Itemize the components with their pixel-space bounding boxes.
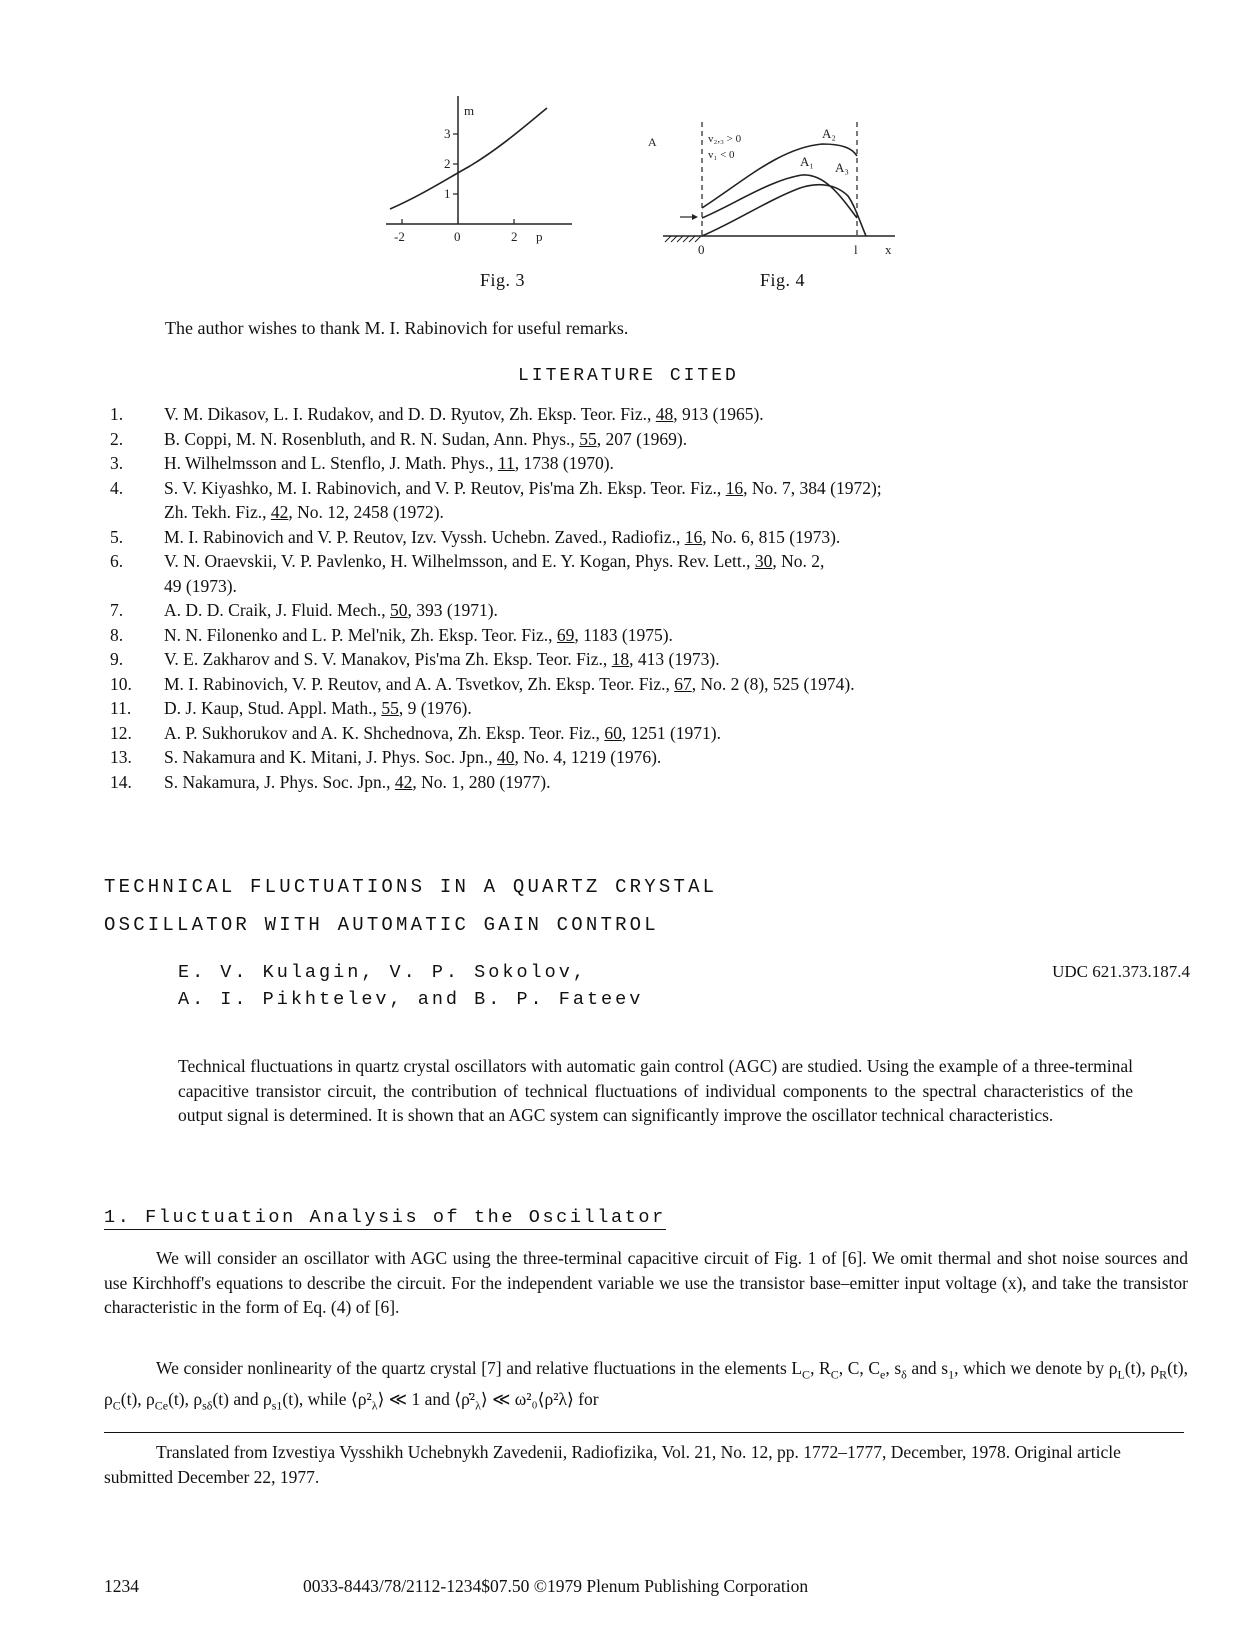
svg-text:2: 2: [444, 156, 451, 171]
footnote-divider: [104, 1432, 1184, 1433]
reference-list: [110, 402, 1190, 794]
article-title-line-2: OSCILLATOR WITH AUTOMATIC GAIN CONTROL: [104, 914, 659, 936]
svg-text:p: p: [536, 229, 543, 244]
reference-item: 6. V. N. Oraevskii, V. P. Pavlenko, H. Wilhelmsson, and E. Y. Kogan, Phys. Rev. Lett., 30, No. 2,: [110, 551, 825, 571]
paragraph-2: We consider nonlinearity of the quartz crystal [7] and relative fluctuations in the elements $L_C$, $R_C$, C, $C_e$, $s_\delta$ and $s_1$, which we denote by $\rho_L(t)$, $\rho_R(t)$, $\rho_C(t)$, $\rho_{Ce}(t)$, $\rho_{s\delta}(t)$ and $\rho_{s1}(t)$, while $⟨\rho^2_\lambda⟩$ ≪ 1 and $⟨\rhȯ^2_\lambda⟩$ ≪ ω²₀⟨ρ²λ⟩ for: [104, 1358, 1189, 1413]
article-title-line-1: TECHNICAL FLUCTUATIONS IN A QUARTZ CRYSTAL: [104, 876, 718, 898]
udc-code: UDC 621.373.187.4: [1052, 962, 1190, 981]
svg-text:3: 3: [444, 126, 451, 141]
svg-text:2: 2: [511, 229, 518, 244]
svg-text:x: x: [885, 242, 892, 257]
figure-3: [380, 88, 580, 258]
translation-note: Translated from Izvestiya Vysshikh Uchebnykh Zavedenii, Radiofizika, Vol. 21, No. 12, pp. 1772–1777, December, 1978. Original article submitted December 22, 1977.: [104, 1442, 1121, 1487]
figure-3-caption: Fig. 3: [480, 270, 526, 290]
reference-item: 12. A. P. Sukhorukov and A. K. Shchednova, Zh. Eksp. Teor. Fiz., 60, 1251 (1971).: [110, 722, 721, 743]
copyright-line: 0033-8443/78/2112-1234$07.50 ©1979 Plenum Publishing Corporation: [303, 1576, 809, 1596]
reference-item: 10. M. I. Rabinovich, V. P. Reutov, and A. A. Tsvetkov, Zh. Eksp. Teor. Fiz., 67, No. 2 (8), 525 (1974).: [110, 673, 855, 694]
section-1-heading: 1. Fluctuation Analysis of the Oscillator: [104, 1207, 666, 1228]
reference-item: 13. S. Nakamura and K. Mitani, J. Phys. Soc. Jpn., 40, No. 4, 1219 (1976).: [110, 747, 662, 767]
fig4-curve-a3: A₃: [835, 160, 849, 175]
reference-item: 1. V. M. Dikasov, L. I. Rudakov, and D. D. Ryutov, Zh. Eksp. Teor. Fiz., 48, 913 (1965).: [110, 404, 764, 424]
reference-item: 5. M. I. Rabinovich and V. P. Reutov, Izv. Vyssh. Uchebn. Zaved., Radiofiz., 16, No. 6, 815 (1973).: [110, 526, 841, 547]
abstract: Technical fluctuations in quartz crystal oscillators with automatic gain control (AGC) are studied. Using the example of a three-terminal capacitive transistor circuit, the contribution of technical fluctuations of individual components to the spectral characteristics of the output signal is determined. It is shown that an AGC system can significantly improve the oscillator technical characteristics.: [178, 1056, 1133, 1125]
literature-heading: LITERATURE CITED: [518, 366, 739, 386]
fig4-axis-label: A: [648, 135, 657, 149]
reference-item: 14. S. Nakamura, J. Phys. Soc. Jpn., 42, No. 1, 280 (1977).: [110, 771, 551, 792]
fig4-curve-a2: A₂: [822, 126, 836, 141]
figure-4: [648, 118, 910, 263]
fig4-legend-2: v₁ < 0: [708, 149, 735, 161]
fig4-legend-1: v₂,₃ > 0: [708, 133, 742, 145]
reference-item: 11. D. J. Kaup, Stud. Appl. Math., 55, 9 (1976).: [110, 698, 472, 718]
reference-item: 9. V. E. Zakharov and S. V. Manakov, Pis'ma Zh. Eksp. Teor. Fiz., 18, 413 (1973).: [110, 649, 720, 669]
svg-text:0: 0: [454, 229, 461, 244]
reference-continuation: 49 (1973).: [164, 575, 237, 596]
paragraph-1: We will consider an oscillator with AGC using the three-terminal capacitive circuit of Fig. 1 of [6]. We omit thermal and shot noise sources and use Kirchhoff's equations to describe the circuit. For the independent variable we use the transistor base–emitter input voltage (x), and take the transistor characteristic in the form of Eq. (4) of [6].: [104, 1248, 1188, 1317]
svg-text:-2: -2: [394, 229, 405, 244]
fig4-curve-a1: A₁: [800, 154, 814, 169]
page-number: 1234: [104, 1576, 139, 1596]
svg-text:0: 0: [698, 242, 705, 257]
acknowledgment: The author wishes to thank M. I. Rabinovich for useful remarks.: [165, 318, 629, 338]
fig3-curve-label: m: [464, 103, 475, 118]
authors-line-1: E. V. Kulagin, V. P. Sokolov,: [178, 962, 587, 983]
reference-item: 2. B. Coppi, M. N. Rosenbluth, and R. N. Sudan, Ann. Phys., 55, 207 (1969).: [110, 428, 688, 449]
reference-item: 4. S. V. Kiyashko, M. I. Rabinovich, and V. P. Reutov, Pis'ma Zh. Eksp. Teor. Fiz., 16, No. 7, 384 (1972);: [110, 477, 882, 498]
reference-item: 8. N. N. Filonenko and L. P. Mel'nik, Zh. Eksp. Teor. Fiz., 69, 1183 (1975).: [110, 624, 673, 645]
reference-item: 3. H. Wilhelmsson and L. Stenflo, J. Math. Phys., 11, 1738 (1970).: [110, 453, 614, 473]
reference-continuation: Zh. Tekh. Fiz., 42, No. 12, 2458 (1972).: [164, 502, 444, 522]
authors-line-2: A. I. Pikhtelev, and B. P. Fateev: [178, 989, 644, 1010]
svg-text:l: l: [854, 242, 858, 257]
reference-item: 7. A. D. D. Craik, J. Fluid. Mech., 50, 393 (1971).: [110, 600, 498, 620]
figure-4-plot: [648, 118, 910, 263]
figure-4-caption: Fig. 4: [760, 270, 806, 290]
figure-3-plot: [380, 88, 580, 258]
svg-text:1: 1: [444, 186, 451, 201]
